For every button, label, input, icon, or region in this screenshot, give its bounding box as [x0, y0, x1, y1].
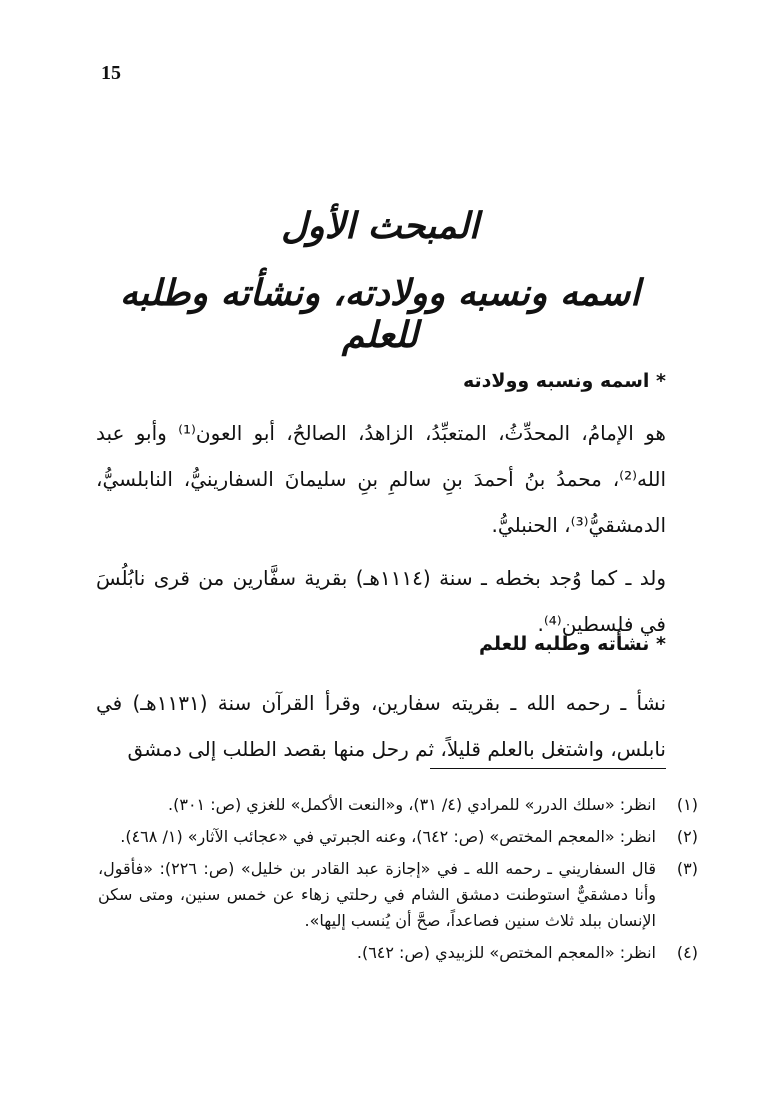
footnote-number: (١)	[676, 795, 698, 814]
footnote-divider	[430, 768, 666, 769]
footnotes	[98, 792, 698, 972]
footnote-number: (٢)	[676, 827, 698, 846]
footnote-text: قال السفاريني ـ رحمه الله ـ في «إجازة عبد القادر بن خليل» (ص: ٢٢٦): «فأقول، وأنا دمشقيٌّ استوطنت دمشق الشام في رحلتي زهاء عن خمس سنين، ومتى سكن الإنسان ببلد ثلاث سنين فصاعداً، صحَّ أن يُنسب إليها».	[98, 859, 657, 930]
footnote-text: انظر: «المعجم المختص» للزبيدي (ص: ٦٤٢).	[356, 943, 656, 962]
paragraph-upbringing: نشأ ـ رحمه الله ـ بقريته سفارين، وقرأ القرآن سنة (١١٣١هـ) في نابلس، واشتغل بالعلم قليلاً، ثم رحل منها بقصد الطلب إلى دمشق	[96, 691, 667, 761]
footnote-number: (٣)	[676, 859, 698, 878]
footnote-text: انظر: «المعجم المختص» (ص: ٦٤٢)، وعنه الجبرتي في «عجائب الآثار» (١/ ٤٦٨).	[120, 827, 656, 846]
section-title-name-lineage: * اسمه ونسبه وولادته	[463, 370, 666, 392]
paragraph-birth: ولد ـ كما وُجد بخطه ـ سنة (١١١٤هـ) بقرية سفَّارين من قرى نابُلُسَ في فلسطين⁽⁴⁾.	[96, 566, 666, 636]
section-title-upbringing: * نشأته وطلبه للعلم	[478, 633, 666, 655]
footnote-number: (٤)	[676, 943, 698, 962]
footnote-text: انظر: «سلك الدرر» للمرادي (٤/ ٣١)، و«النعت الأكمل» للغزي (ص: ٣٠١).	[168, 795, 656, 814]
footnote-1	[98, 792, 698, 818]
page-number: 15	[101, 62, 121, 84]
chapter-heading: المبحث الأول	[281, 205, 479, 247]
paragraph-name-lineage: هو الإمامُ، المحدِّثُ، المتعبِّدُ، الزاهدُ، الصالحُ، أبو العون⁽¹⁾ وأبو عبد الله⁽²⁾، محمدُ بنُ أحمدَ بنِ سالمِ بنِ سليمانَ السفارينيُّ، النابلسيُّ، الدمشقيُّ⁽³⁾، الحنبليُّ.	[96, 421, 666, 537]
chapter-subheading: اسمه ونسبه وولادته، ونشأته وطلبه للعلم	[119, 272, 641, 356]
footnote-4	[98, 940, 698, 966]
footnote-2	[98, 824, 698, 850]
footnote-3	[98, 856, 698, 934]
